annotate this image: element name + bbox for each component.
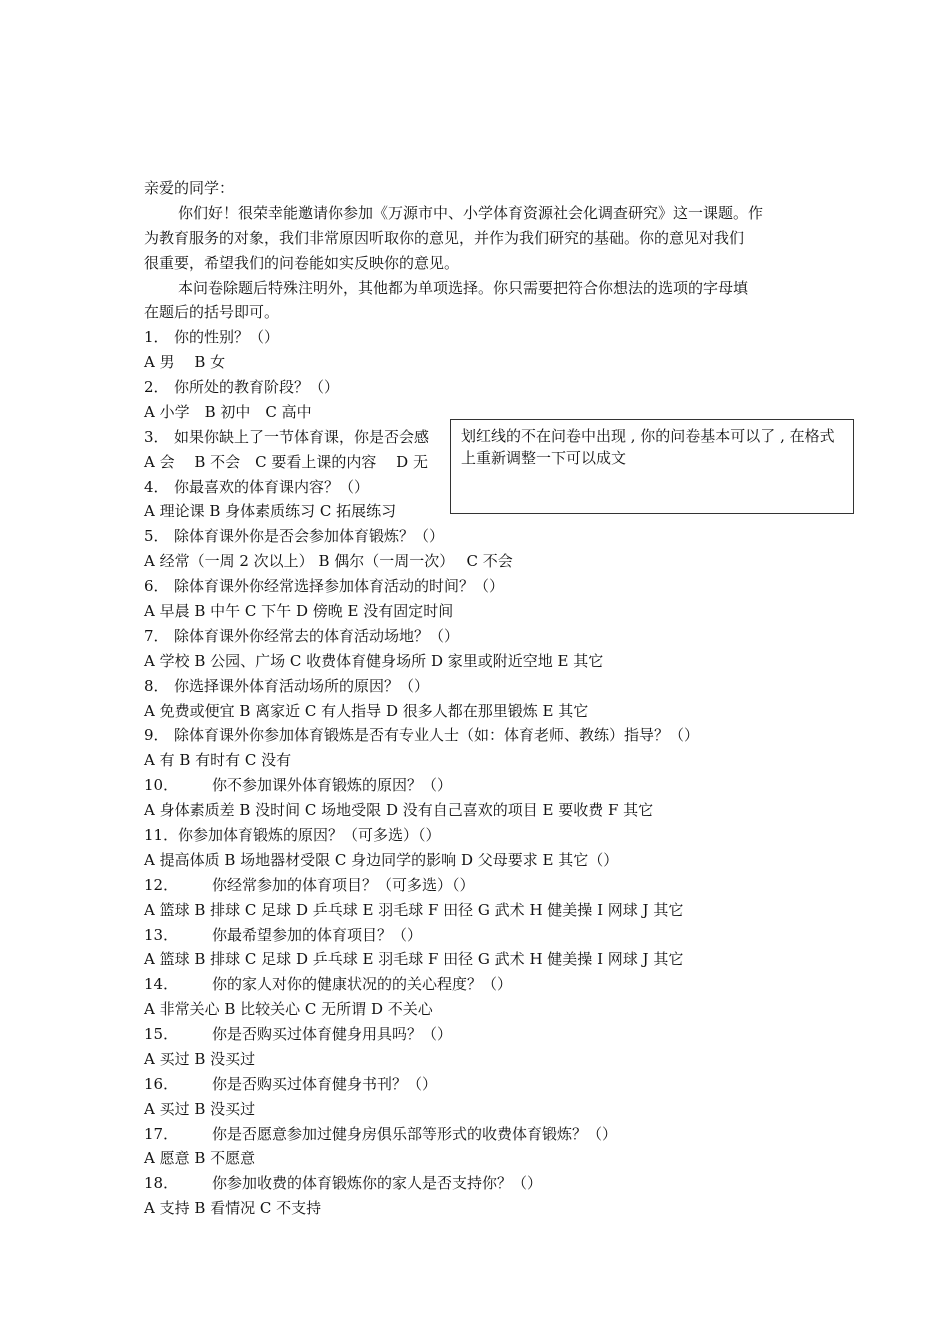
question-text: 你是否购买过体育健身用具吗？（） — [212, 1025, 453, 1043]
instruction-line-1: 本问卷除题后特殊注明外，其他都为单项选择。你只需要把符合你想法的选项的字母填 — [178, 279, 749, 297]
question-text: 你的家人对你的健康状况的的关心程度？（） — [212, 975, 513, 993]
question-2 — [144, 377, 339, 397]
question-number: 10． — [144, 776, 179, 794]
question-number: 9． — [144, 726, 169, 744]
review-comment-text: 划红线的不在问卷中出现 , 你的问卷基本可以了 , 在格式上重新调整一下可以成文 — [461, 427, 835, 467]
question-number: 3． — [144, 428, 169, 446]
question-text: 你经常参加的体育项目？（可多选）（） — [212, 876, 475, 894]
question-number: 17． — [144, 1125, 179, 1143]
question-6 — [144, 576, 504, 596]
question-number: 7． — [144, 627, 169, 645]
question-text: 你最喜欢的体育课内容？（） — [174, 478, 370, 496]
question-13-options: A 篮球 B 排球 C 足球 D 乒乓球 E 羽毛球 F 田径 G 武术 H 健美操 I 网球 J 其它 — [144, 950, 684, 968]
question-8 — [144, 676, 429, 696]
question-14-options: A 非常关心 B 比较关心 C 无所谓 D 不关心 — [144, 1000, 433, 1018]
question-15-options: A 买过 B 没买过 — [144, 1050, 256, 1068]
greeting: 亲爱的同学： — [144, 179, 235, 197]
question-text: 你最希望参加的体育项目？（） — [212, 926, 423, 944]
question-9 — [144, 725, 699, 745]
question-10 — [144, 775, 452, 795]
question-number: 6． — [144, 577, 169, 595]
review-comment-box — [450, 419, 854, 514]
question-12 — [144, 875, 475, 895]
question-text: 你不参加课外体育锻炼的原因？（） — [212, 776, 453, 794]
question-text: 你参加体育锻炼的原因？（可多选）（） — [178, 826, 441, 844]
question-number: 8． — [144, 677, 169, 695]
question-text: 你的性别？（） — [174, 328, 280, 346]
question-7 — [144, 626, 459, 646]
question-number: 13． — [144, 926, 179, 944]
question-13 — [144, 925, 422, 945]
question-8-options: A 免费或便宜 B 离家近 C 有人指导 D 很多人都在那里锻炼 E 其它 — [144, 702, 589, 720]
question-18-options: A 支持 B 看情况 C 不支持 — [144, 1199, 322, 1217]
question-text: 如果你缺上了一节体育课，你是否会感 — [174, 428, 430, 446]
question-number: 18． — [144, 1174, 179, 1192]
question-text: 你所处的教育阶段？（） — [174, 378, 340, 396]
question-14 — [144, 974, 512, 994]
instruction-line-2: 在题后的括号即可。 — [144, 303, 280, 321]
question-1-options: A 男 B 女 — [144, 353, 226, 371]
question-number: 16． — [144, 1075, 179, 1093]
question-number: 15． — [144, 1025, 179, 1043]
question-text: 除体育课外你经常去的体育活动场地？（） — [174, 627, 460, 645]
question-11 — [144, 825, 441, 845]
question-6-options: A 早晨 B 中午 C 下午 D 傍晚 E 没有固定时间 — [144, 602, 454, 620]
question-16-options: A 买过 B 没买过 — [144, 1100, 256, 1118]
question-text: 除体育课外你参加体育锻炼是否有专业人士（如：体育老师、教练）指导？（） — [174, 726, 700, 744]
question-number: 14． — [144, 975, 179, 993]
question-5-options: A 经常（一周 2 次以上） B 偶尔（一周一次） C 不会 — [144, 552, 513, 570]
question-number: 4． — [144, 478, 169, 496]
question-11-options: A 提高体质 B 场地器材受限 C 身边同学的影响 D 父母要求 E 其它（） — [144, 851, 619, 869]
question-17 — [144, 1124, 617, 1144]
question-17-options: A 愿意 B 不愿意 — [144, 1149, 256, 1167]
question-text: 除体育课外你是否会参加体育锻炼？（） — [174, 527, 445, 545]
question-10-options: A 身体素质差 B 没时间 C 场地受限 D 没有自己喜欢的项目 E 要收费 F 其它 — [144, 801, 654, 819]
question-7-options: A 学校 B 公园、广场 C 收费体育健身场所 D 家里或附近空地 E 其它 — [144, 652, 604, 670]
question-number: 2． — [144, 378, 169, 396]
question-number: 11． — [144, 826, 179, 844]
question-12-options: A 篮球 B 排球 C 足球 D 乒乓球 E 羽毛球 F 田径 G 武术 H 健美操 I 网球 J 其它 — [144, 901, 684, 919]
question-text: 你是否购买过体育健身书刊？（） — [212, 1075, 438, 1093]
question-4-options: A 理论课 B 身体素质练习 C 拓展练习 — [144, 502, 397, 520]
intro-line-2: 为教育服务的对象，我们非常原因听取你的意见，并作为我们研究的基础。你的意见对我们 — [144, 229, 745, 247]
question-18 — [144, 1173, 542, 1193]
question-4 — [144, 477, 369, 497]
question-5 — [144, 526, 444, 546]
question-text: 你参加收费的体育锻炼你的家人是否支持你？（） — [212, 1174, 543, 1192]
question-9-options: A 有 B 有时有 C 没有 — [144, 751, 292, 769]
question-number: 5． — [144, 527, 169, 545]
question-15 — [144, 1024, 452, 1044]
question-2-options: A 小学 B 初中 C 高中 — [144, 403, 312, 421]
intro-line-3: 很重要，希望我们的问卷能如实反映你的意见。 — [144, 254, 460, 272]
question-text: 你选择课外体育活动场所的原因？（） — [174, 677, 430, 695]
question-text: 除体育课外你经常选择参加体育活动的时间？（） — [174, 577, 505, 595]
intro-line-1: 你们好！很荣幸能邀请你参加《万源市中、小学体育资源社会化调查研究》这一课题。作 — [178, 204, 764, 222]
question-3-options: A 会 B 不会 C 要看上课的内容 D 无 — [144, 453, 428, 471]
question-3 — [144, 427, 429, 447]
question-1 — [144, 327, 279, 347]
question-text: 你是否愿意参加过健身房俱乐部等形式的收费体育锻炼？（） — [212, 1125, 618, 1143]
question-number: 1． — [144, 328, 169, 346]
question-16 — [144, 1074, 437, 1094]
question-number: 12． — [144, 876, 179, 894]
